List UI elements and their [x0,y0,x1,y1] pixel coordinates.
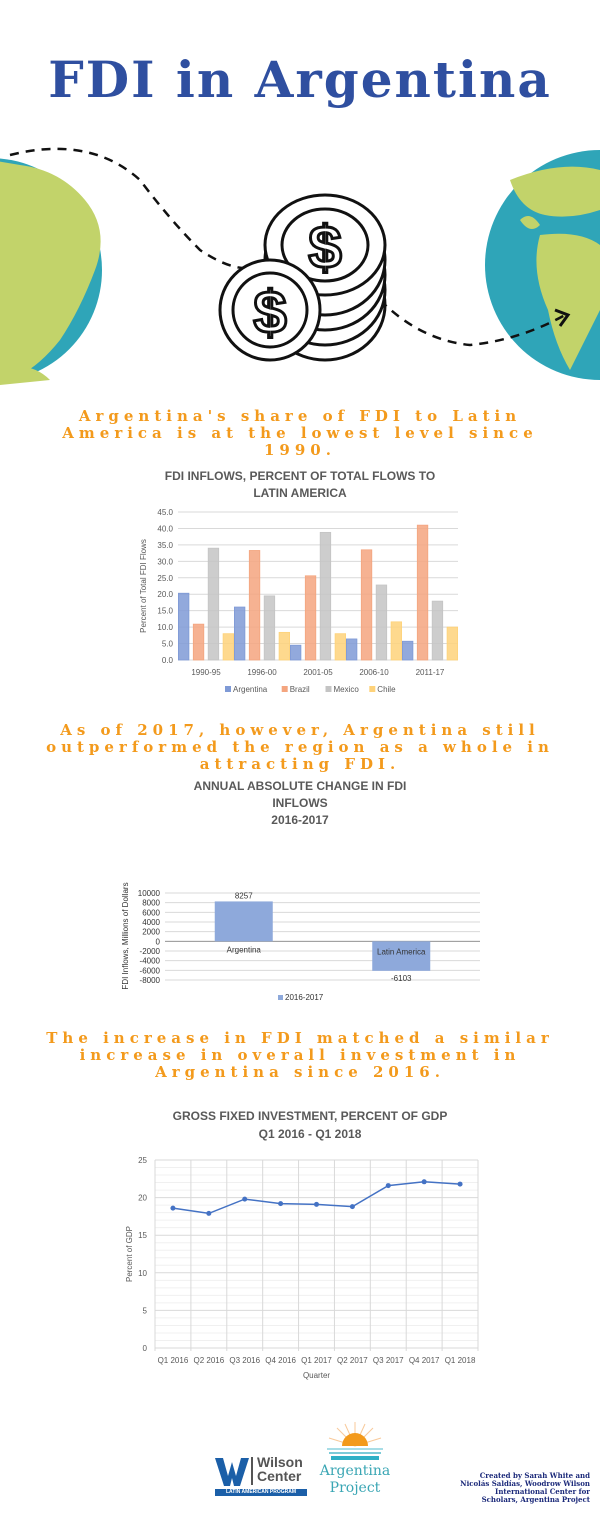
y-tick-label: 20.0 [157,590,173,600]
y-tick-label: 10.0 [157,623,173,633]
chart-title: GROSS FIXED INVESTMENT, PERCENT OF GDP [172,1109,448,1123]
chart-title: ANNUAL ABSOLUTE CHANGE IN FDI [193,779,407,793]
data-label: -6103 [391,973,412,983]
wilson-w-icon [215,1458,249,1486]
right-globe-icon [485,150,600,380]
x-tick-label: Argentina [226,945,261,955]
bar-brazil [249,550,259,660]
page-title: FDI in Argentina [48,50,552,109]
caption-1: Argentina's share of FDI to Latin America is at the lowest level since 1990. [62,407,538,459]
bar-chile [447,627,458,660]
data-point [350,1204,355,1209]
y-tick-label: 0.0 [161,656,173,665]
x-tick-label: Q1 2017 [301,1356,332,1365]
data-point [278,1201,283,1206]
y-tick-label: 4000 [142,918,160,927]
y-tick-label: 6000 [142,908,160,918]
y-tick-label: 45.0 [157,508,173,517]
legend-label: Argentina [233,685,268,694]
data-point [314,1202,319,1207]
bar-chile [223,634,234,660]
legend-label: Brazil [289,685,310,694]
legend-swatch [326,686,332,692]
legend-swatch [278,995,283,1000]
y-tick-label: 10000 [137,889,160,898]
x-tick-label: 2006-10 [359,668,389,677]
y-tick-label: 40.0 [157,524,173,534]
globes-coins-illustration [0,140,600,390]
y-tick-label: 10 [138,1268,147,1278]
bar-argentina [346,639,357,660]
x-tick-label: Q2 2017 [337,1356,368,1365]
bar-chile [335,634,346,660]
chart-title: INFLOWS [272,796,328,810]
x-tick-label: Q1 2018 [444,1356,476,1365]
coins-icon [220,195,385,360]
chart-title: LATIN AMERICA [253,486,347,500]
y-tick-label: -4000 [139,956,160,966]
y-tick-label: 20 [138,1193,147,1203]
gross-investment-line-chart [110,1100,500,1390]
bar-brazil [193,624,204,660]
legend-swatch [369,686,375,692]
left-globe-icon [0,158,102,385]
fdi-share-bar-chart [120,460,480,705]
data-point [386,1183,391,1188]
data-point [458,1182,463,1187]
svg-text:$: $ [308,214,342,281]
caption-2: As of 2017, however, Argentina still outperformed the region as a whole in attracting FDI. [46,721,554,773]
data-point [170,1206,175,1211]
y-axis-label: FDI Inflows, Millions of Dollars [121,882,130,990]
bar-brazil [417,525,428,660]
wilson-center-logo: Wilson Center LATIN AMERICAN PROGRAM [215,1455,315,1501]
x-tick-label: Q2 2016 [193,1356,225,1365]
legend-label: 2016-2017 [285,993,324,1002]
y-tick-label: -8000 [139,976,160,985]
bar-argentina [402,641,413,660]
y-tick-label: 30.0 [157,557,173,567]
y-tick-label: 2000 [142,927,160,937]
x-axis-label: Quarter [302,1371,331,1380]
bar-chile [391,622,402,660]
y-tick-label: 8000 [142,898,160,908]
bar-argentina [290,645,301,660]
legend-label: Mexico [333,685,359,694]
chart-title: 2016-2017 [271,813,329,827]
bar-argentina [178,593,189,660]
x-tick-label: 1990-95 [191,668,221,677]
y-axis-label: Percent of GDP [125,1225,134,1283]
x-tick-label: 1996-00 [247,668,277,677]
bar-mexico [320,532,331,660]
y-tick-label: 5 [142,1306,147,1316]
y-tick-label: -2000 [139,947,160,956]
y-tick-label: 15 [138,1231,147,1241]
chart-title: FDI INFLOWS, PERCENT OF TOTAL FLOWS TO [164,469,436,483]
bar-mexico [376,585,387,660]
y-tick-label: 0 [142,1344,147,1353]
y-tick-label: 15.0 [157,606,173,616]
x-tick-label: Q4 2017 [408,1356,440,1365]
legend-swatch [282,686,288,692]
chart-title: Q1 2016 - Q1 2018 [258,1127,362,1141]
legend-label: Chile [377,685,396,694]
svg-text:$: $ [253,279,287,346]
data-label: 8257 [234,891,253,901]
y-tick-label: 25 [138,1156,147,1165]
data-point [242,1197,247,1202]
data-point [206,1211,211,1216]
bar-mexico [264,596,275,660]
y-tick-label: -6000 [139,966,160,976]
bar-mexico [432,601,443,660]
bar-chile [279,632,290,660]
credit-text: Created by Sarah White and Nicolás Saldías, Woodrow Wilson International Center for Scholars, Argentina Project [460,1471,590,1504]
x-tick-label: Q4 2016 [265,1356,296,1365]
y-tick-label: 35.0 [157,540,173,550]
bar-argentina [215,901,273,941]
legend-swatch [225,686,231,692]
data-point [422,1179,427,1184]
y-tick-label: 0 [155,937,160,947]
y-axis-label: Percent of Total FDI Flows [139,539,148,633]
x-tick-label: Q3 2017 [372,1356,404,1365]
y-tick-label: 25.0 [157,573,173,583]
x-tick-label: Latin America [377,947,426,957]
argentina-project-logo: Argentina Project [315,1420,395,1505]
x-tick-label: Q3 2016 [229,1356,261,1365]
y-tick-label: 5.0 [161,639,173,649]
bar-argentina [234,607,245,660]
bar-brazil [305,576,316,660]
x-tick-label: 2001-05 [303,668,333,677]
bar-brazil [361,550,372,660]
caption-3: The increase in FDI matched a similar increase in overall investment in Argentina since 2016. [46,1029,554,1081]
fdi-change-bar-chart [110,770,500,1010]
x-tick-label: 2011-17 [415,668,445,677]
sun-icon [325,1420,385,1460]
bar-mexico [208,548,219,660]
x-tick-label: Q1 2016 [157,1356,189,1365]
